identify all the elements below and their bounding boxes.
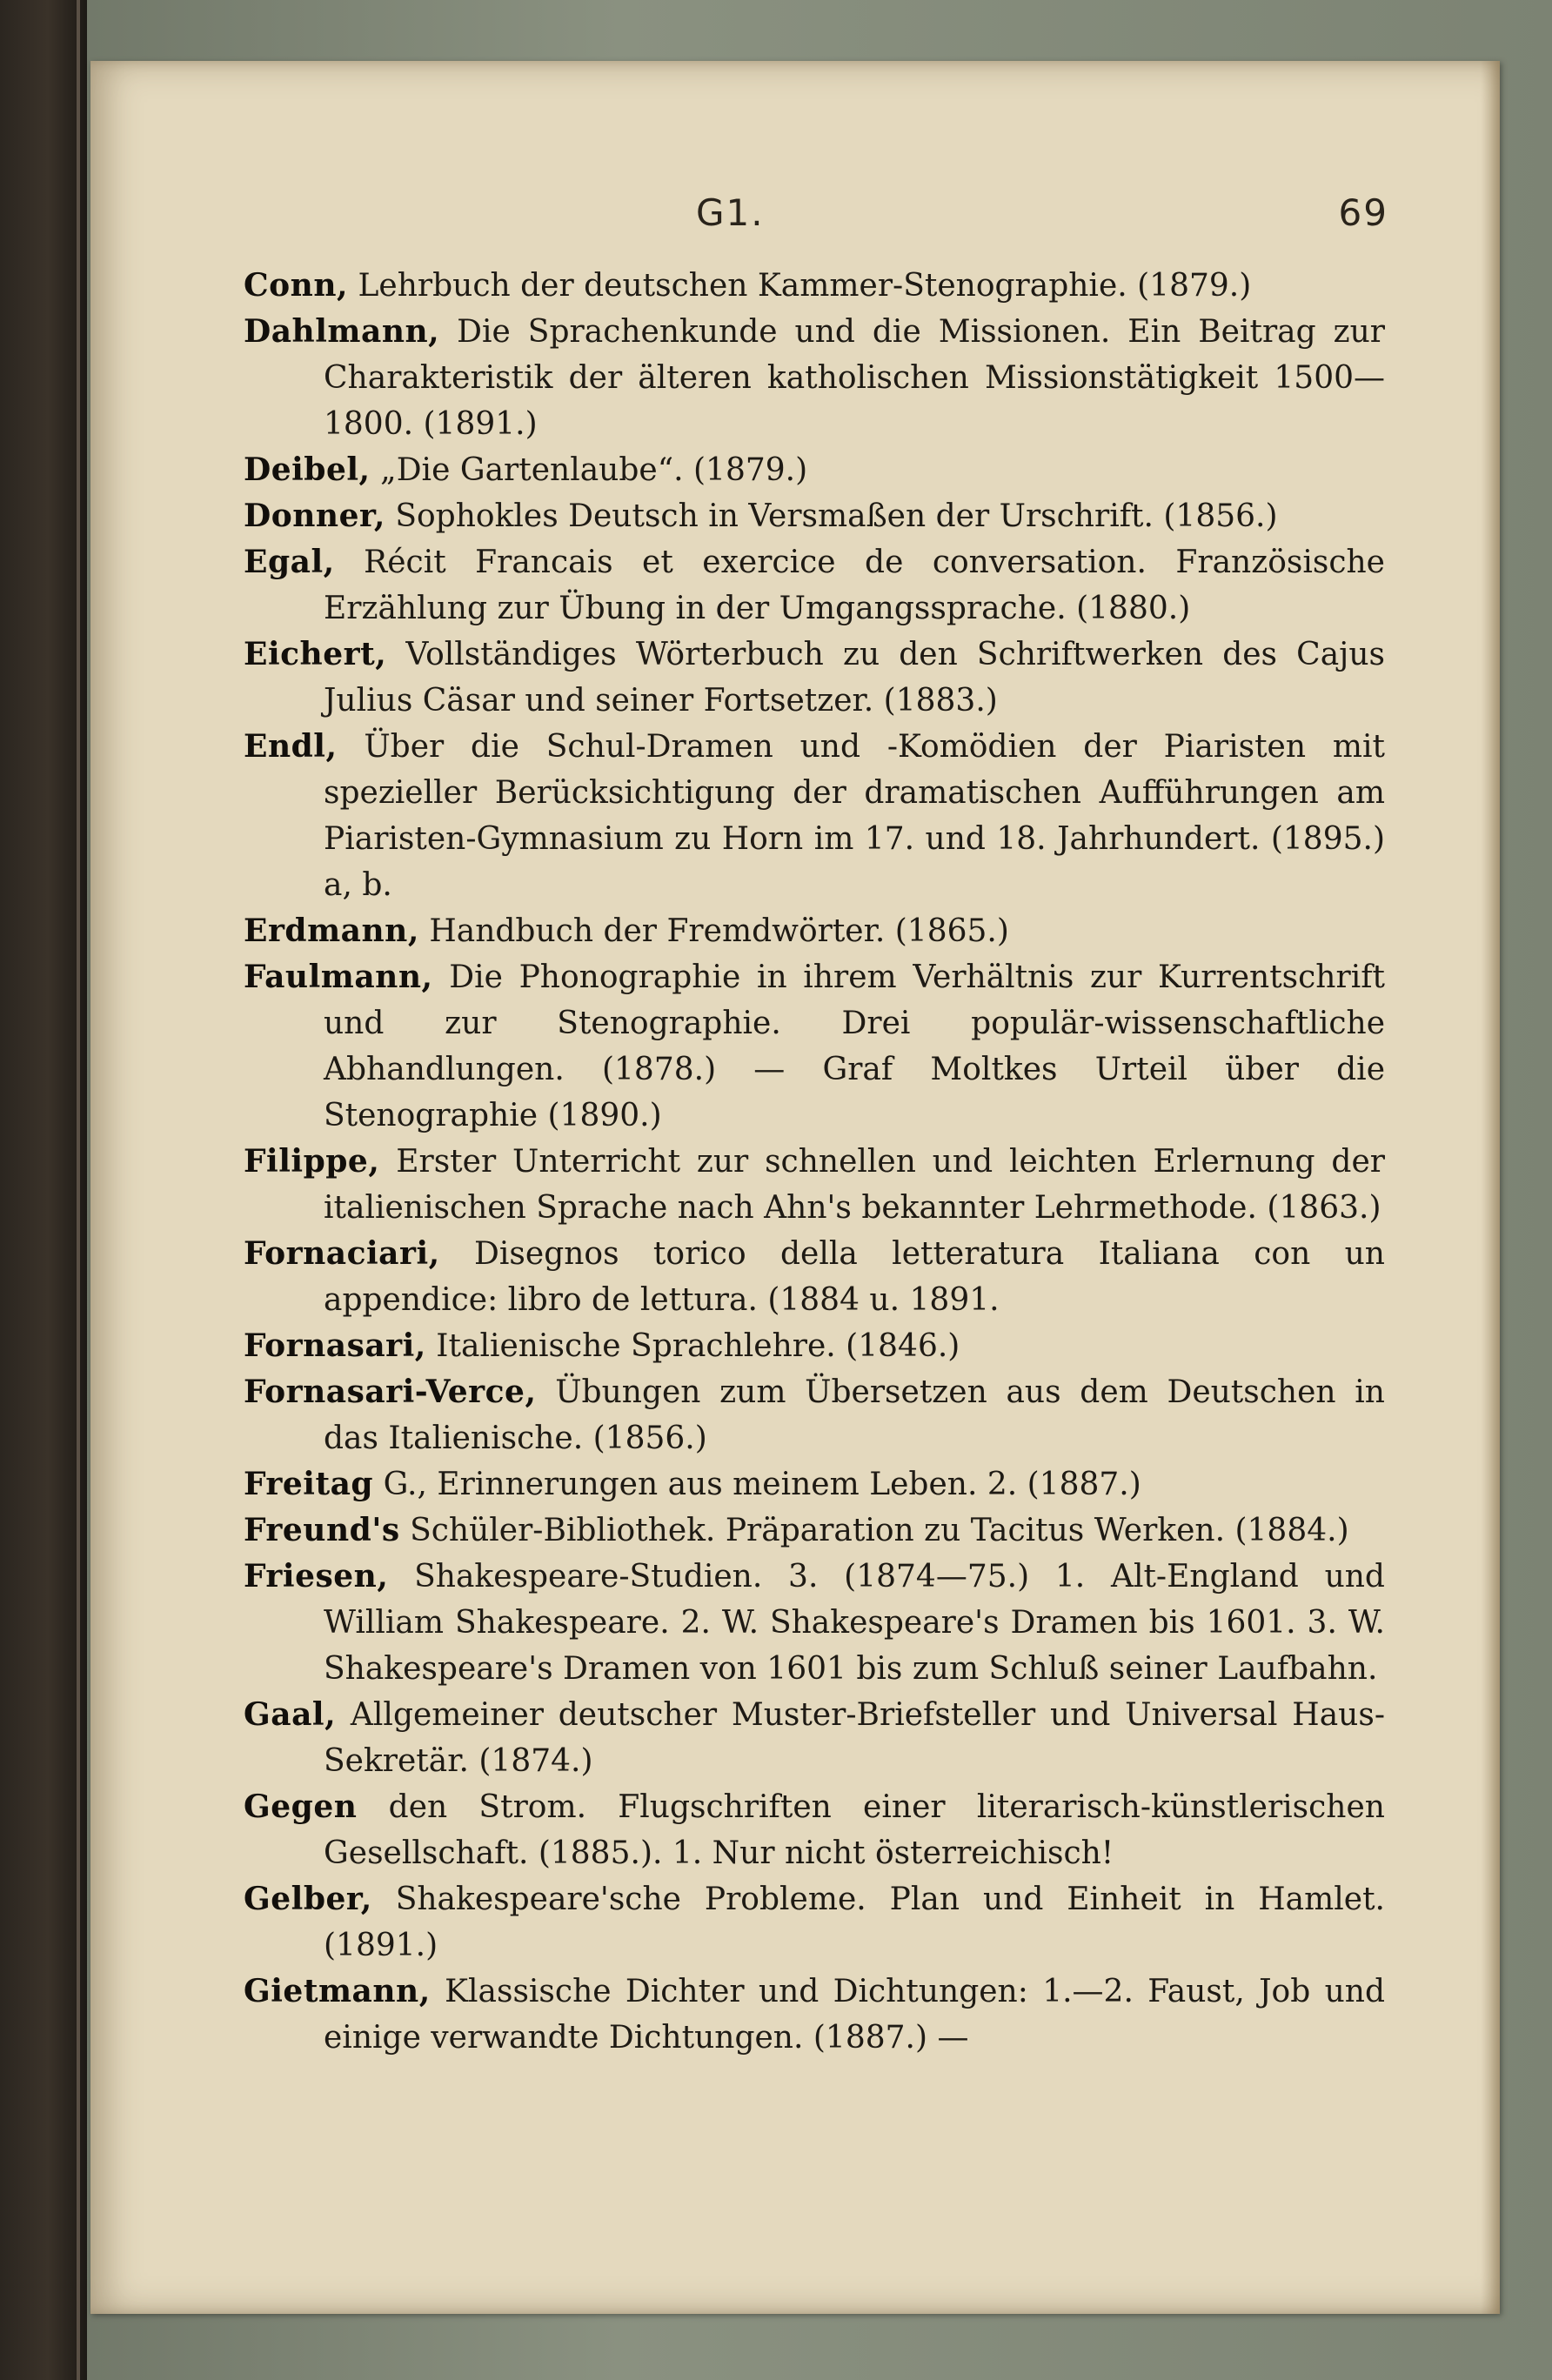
entry-author: Faulmann, [244, 959, 433, 995]
bibliography-entry [244, 954, 1385, 1139]
bibliography-entry [244, 1692, 1385, 1784]
entry-author: Dahlmann, [244, 313, 440, 350]
bibliography-entry [244, 1461, 1385, 1508]
entry-text: Vollständiges Wörterbuch zu den Schriftwerken des Cajus Julius Cäsar und seiner Fortsetzer. (1883.) [324, 637, 1385, 719]
bibliography-entry [244, 908, 1385, 954]
book-page [90, 61, 1500, 2314]
bibliography-entry [244, 1784, 1385, 1876]
entry-author: Fornasari, [244, 1327, 426, 1364]
entry-text: Übungen zum Übersetzen aus dem Deutschen in das Italienische. (1856.) [324, 1374, 1385, 1456]
entry-author: Freund's [244, 1512, 400, 1548]
entry-author: Gelber, [244, 1881, 372, 1917]
bibliography-entry [244, 263, 1385, 309]
entry-text: Erster Unterricht zur schnellen und leichten Erlernung der italienischen Sprache nach Ahn's bekannter Lehrmethode. (1863.) [324, 1144, 1385, 1226]
entry-author: Gietmann, [244, 1973, 431, 2009]
bibliography-entry [244, 1508, 1385, 1554]
running-head [90, 191, 1500, 252]
entry-text: Die Sprachenkunde und die Missionen. Ein Beitrag zur Charakteristik der älteren katholischen Missionstätigkeit 1500—1800. (1891.) [324, 314, 1385, 442]
entry-text: Lehrbuch der deutschen Kammer-Stenographie. (1879.) [358, 268, 1252, 304]
entry-author: Gegen [244, 1788, 358, 1825]
entry-author: Conn, [244, 267, 349, 304]
entry-text: Schüler-Bibliothek. Präparation zu Tacitus Werken. (1884.) [410, 1513, 1349, 1548]
entry-text: Disegnos torico della letteratura Italiana con un appendice: libro de lettura. (1884 u. 1891. [324, 1236, 1385, 1318]
entry-text: Sophokles Deutsch in Versmaßen der Urschrift. (1856.) [395, 498, 1278, 534]
entry-text: Allgemeiner deutscher Muster-Briefsteller und Universal Haus-Sekretär. (1874.) [324, 1697, 1385, 1779]
entry-author: Filippe, [244, 1143, 380, 1180]
bibliography-entry [244, 493, 1385, 539]
entry-text: Récit Francais et exercice de conversation. Französische Erzählung zur Übung in der Umgangssprache. (1880.) [324, 545, 1385, 626]
bibliography-entry [244, 1369, 1385, 1461]
page-number: 69 [1338, 191, 1388, 234]
section-heading: G1. [696, 191, 765, 234]
entry-text: Über die Schul-Dramen und -Komödien der Piaristen mit spezieller Berücksichtigung der dramatischen Aufführungen am Piaristen-Gymnasium zu Horn im 17. und 18. Jahrhundert. (1895.) a, b. [324, 729, 1385, 903]
bibliography-entry [244, 447, 1385, 493]
bibliography-entry [244, 724, 1385, 908]
book-cover-edge [0, 0, 87, 2380]
entry-author: Fornasari-Verce, [244, 1374, 537, 1410]
entry-text: Italienische Sprachlehre. (1846.) [436, 1328, 960, 1364]
bibliography-entry [244, 1139, 1385, 1231]
entry-author: Friesen, [244, 1558, 389, 1594]
entry-text: G., Erinnerungen aus meinem Leben. 2. (1887.) [383, 1467, 1141, 1502]
bibliography-entry [244, 1554, 1385, 1692]
bibliography-entry [244, 1323, 1385, 1369]
bibliography-entry [244, 539, 1385, 632]
bibliography-list [244, 263, 1385, 2061]
bibliography-entry [244, 309, 1385, 447]
entry-text: Die Phonographie in ihrem Verhältnis zur Kurrentschrift und zur Stenographie. Drei populär-wissenschaftliche Abhandlungen. (1878.) — Graf Moltkes Urteil über die Stenographie (1890.) [324, 959, 1386, 1133]
entry-text: Klassische Dichter und Dichtungen: 1.—2. Faust, Job und einige verwandte Dichtungen. (1887.) — [324, 1974, 1385, 2056]
entry-author: Gaal, [244, 1696, 337, 1733]
bibliography-entry [244, 632, 1385, 724]
bibliography-entry [244, 1876, 1385, 1969]
entry-author: Erdmann, [244, 913, 419, 949]
entry-author: Egal, [244, 544, 335, 580]
bibliography-entry [244, 1969, 1385, 2061]
entry-text: Handbuch der Fremdwörter. (1865.) [429, 913, 1009, 949]
bibliography-entry [244, 1231, 1385, 1323]
entry-author: Freitag [244, 1466, 374, 1502]
entry-author: Fornaciari, [244, 1235, 440, 1272]
entry-text: den Strom. Flugschriften einer literarisch-künstlerischen Gesellschaft. (1885.). 1. Nur nicht österreichisch! [324, 1789, 1385, 1871]
entry-author: Eichert, [244, 636, 387, 672]
entry-author: Deibel, [244, 451, 371, 488]
entry-author: Donner, [244, 498, 385, 534]
entry-text: „Die Gartenlaube“. (1879.) [380, 452, 808, 488]
cover-edge-line [77, 0, 80, 2380]
entry-text: Shakespeare-Studien. 3. (1874—75.) 1. Alt-England und William Shakespeare. 2. W. Shakespeare's Dramen bis 1601. 3. W. Shakespeare's Dramen von 1601 bis zum Schluß seiner Laufbahn. [324, 1559, 1385, 1687]
entry-text: Shakespeare'sche Probleme. Plan und Einheit in Hamlet. (1891.) [324, 1882, 1385, 1963]
entry-author: Endl, [244, 728, 338, 765]
